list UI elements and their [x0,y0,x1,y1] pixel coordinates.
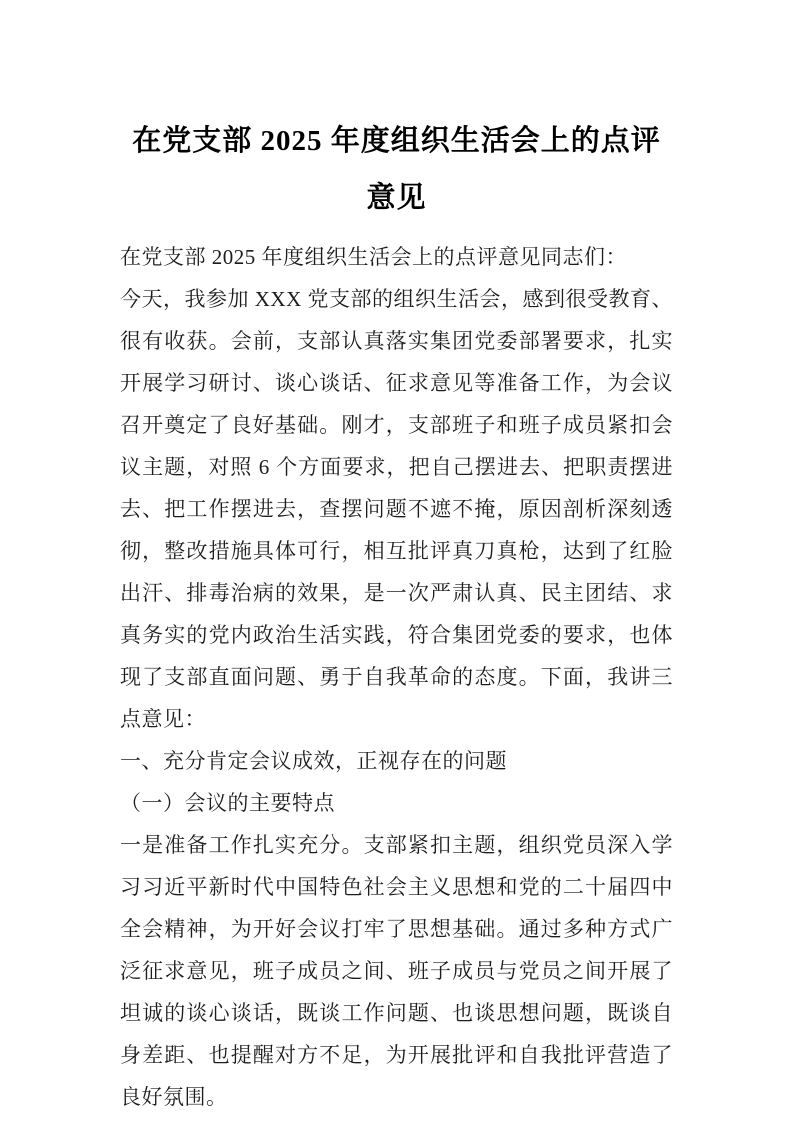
paragraph-subsection-heading: （一）会议的主要特点 [120,791,335,815]
paragraph-salutation: 在党支部 2025 年度组织生活会上的点评意见同志们： [120,245,627,269]
document-body [120,236,673,1118]
paragraph-point-one: 一是准备工作扎实充分。支部紧扣主题，组织党员深入学习习近平新时代中国特色社会主义思想和党的二十届四中全会精神，为开好会议打牢了思想基础。通过多种方式广泛征求意见，班子成员之间、班子成员与党员之间开展了坦诚的谈心谈话，既谈工作问题、也谈思想问题，既谈自身差距、也提醒对方不足，为开展批评和自我批评营造了良好氛围。 [120,833,673,1109]
paragraph-section-heading: 一、充分肯定会议成效，正视存在的问题 [120,749,507,773]
document-title: 在党支部 2025 年度组织生活会上的点评意见 [132,125,661,214]
paragraph-introduction: 今天，我参加 XXX 党支部的组织生活会，感到很受教育、很有收获。会前，支部认真落实集团党委部署要求，扎实开展学习研讨、谈心谈话、征求意见等准备工作，为会议召开奠定了良好基础。刚才，支部班子和班子成员紧扣会议主题，对照 6 个方面要求，把自己摆进去、把职责摆进去、把工作摆进去，查摆问题不遮不掩，原因剖析深刻透彻，整改措施具体可行，相互批评真刀真枪，达到了红脸出汗、排毒治病的效果，是一次严肃认真、民主团结、求真务实的党内政治生活实践，符合集团党委的要求，也体现了支部直面问题、勇于自我革命的态度。下面，我讲三点意见： [120,287,673,731]
